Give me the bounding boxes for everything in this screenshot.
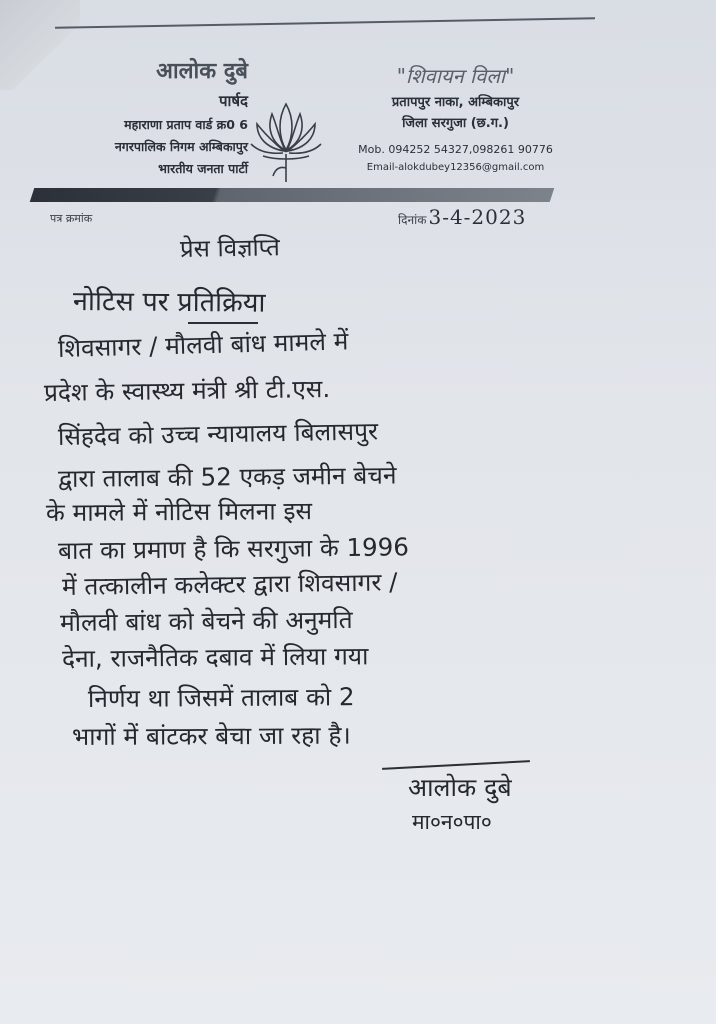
signature-title: मा०न०पा०	[412, 810, 492, 834]
subject-underline	[188, 322, 258, 324]
body-line: द्वारा तालाब की 52 एकड़ जमीन बेचने	[57, 460, 397, 493]
letterhead-mobile: Mob. 094252 54327,098261 90776	[358, 143, 553, 156]
date-value: 3-4-2023	[428, 205, 527, 229]
body-line: सिंहदेव को उच्च न्यायालय बिलासपुर	[57, 416, 379, 451]
letterhead-party: भारतीय जनता पार्टी	[158, 161, 248, 176]
letterhead-right	[348, 62, 563, 173]
letterhead-role: पार्षद	[218, 92, 248, 110]
body-line: निर्णय था जिसमें तालाब को 2	[87, 682, 355, 713]
date-field	[398, 205, 526, 229]
letterhead-name: आलोक दुबे	[156, 59, 248, 84]
date-label: दिनांक	[398, 213, 427, 227]
body-line: मौलवी बांध को बेचने की अनुमति	[59, 604, 353, 637]
letterhead-ward: महाराणा प्रताप वार्ड क्र0 6	[124, 117, 248, 132]
signature-stroke	[382, 760, 530, 770]
signature-name: आलोक दुबे	[408, 773, 512, 802]
letter-subject: नोटिस पर प्रतिक्रिया	[72, 286, 266, 319]
letterhead-address-line1: प्रतापपुर नाका, अम्बिकापुर	[391, 95, 520, 110]
letterhead-email: Email-alokdubey12356@gmail.com	[366, 162, 545, 173]
body-line: में तत्कालीन कलेक्टर द्वारा शिवसागर /	[61, 567, 398, 601]
lotus-icon	[245, 96, 327, 186]
body-line: बात का प्रमाण है कि सरगुजा के 1996	[57, 532, 410, 565]
letterhead-residence: "शिवायन विला"	[396, 64, 515, 88]
top-rule	[55, 17, 595, 28]
letterhead-address-line2: जिला सरगुजा (छ.ग.)	[402, 116, 509, 131]
body-line: प्रदेश के स्वास्थ्य मंत्री श्री टी.एस.	[43, 374, 331, 407]
body-line: देना, राजनैतिक दबाव में लिया गया	[61, 641, 369, 673]
body-line: के मामले में नोटिस मिलना इस	[45, 496, 313, 527]
letterhead-corporation: नगरपालिक निगम अम्बिकापुर	[114, 139, 248, 154]
letter-number-label: पत्र क्रमांक	[50, 212, 93, 225]
letterhead-band	[30, 188, 555, 202]
letterhead-left	[28, 55, 248, 177]
body-line: शिवसागर / मौलवी बांध मामले में	[57, 326, 349, 363]
body-line: भागों में बांटकर बेचा जा रहा है।	[71, 720, 351, 751]
letter-title: प्रेस विज्ञप्ति	[179, 233, 280, 263]
